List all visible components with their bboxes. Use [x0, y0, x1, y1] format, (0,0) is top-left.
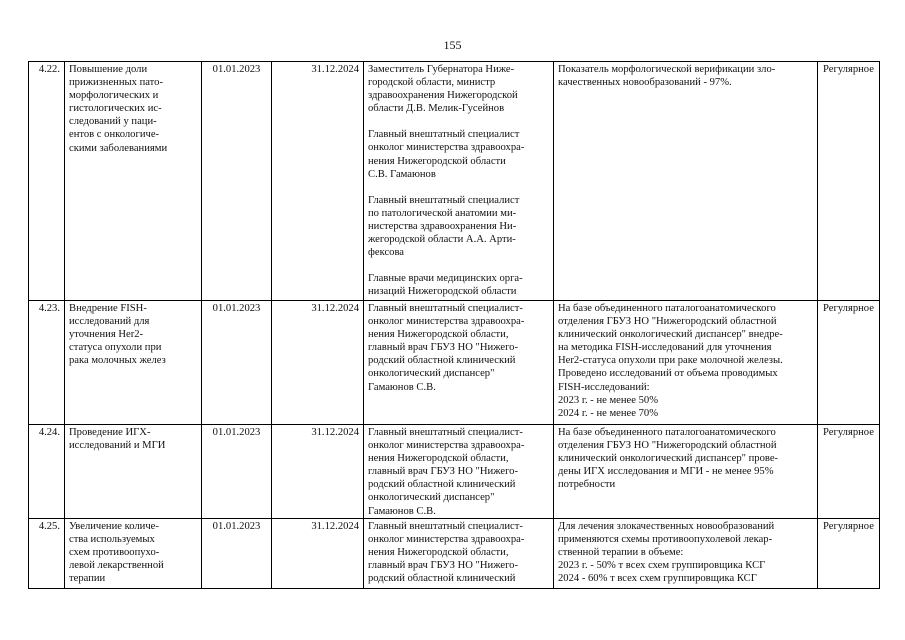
- result-line: Her2-статуса опухоли при раке молочной железы.: [558, 355, 783, 367]
- result-line: На базе объединенного паталогоанатомического: [558, 303, 776, 314]
- responsible-line: Заместитель Губернатора Ниже-: [368, 64, 515, 75]
- responsible-line: онколог министерства здравоохра-: [368, 316, 525, 328]
- result-line: качественных новообразований - 97%.: [558, 77, 732, 89]
- result-line: клинический онкологический диспансер" внедре-: [558, 329, 783, 341]
- responsible-line: Главный внештатный специалист-: [368, 521, 523, 532]
- measure-line: исследований и МГИ: [69, 440, 166, 452]
- responsible-line: Главный внештатный специалист: [368, 194, 520, 206]
- frequency-cell: Регулярное: [818, 519, 880, 589]
- result-line: отделения ГБУЗ НО "Нижегородский областной: [558, 316, 777, 328]
- result-line: применяются схемы противоопухолевой лекар-: [558, 534, 773, 546]
- measure-line: следований у паци-: [69, 116, 157, 128]
- result-line: 2024 г. - не менее 70%: [558, 407, 659, 419]
- result-cell: [554, 425, 818, 519]
- responsible-line: онколог министерства здравоохра-: [368, 534, 525, 546]
- responsible-line: главный врач ГБУЗ НО "Нижего-: [368, 466, 518, 478]
- table-row: [29, 425, 880, 519]
- row-number-cell: 4.25.: [29, 519, 65, 589]
- measure-cell: [65, 425, 202, 519]
- responsible-cell: [364, 519, 554, 589]
- measure-cell: [65, 301, 202, 425]
- responsible-line: главный врач ГБУЗ НО "Нижего-: [368, 342, 518, 354]
- frequency-cell: Регулярное: [818, 62, 880, 301]
- responsible-line: онколог министерства здравоохра-: [368, 440, 525, 452]
- responsible-line: родский областной клинический: [368, 479, 516, 491]
- measure-line: ства используемых: [69, 534, 155, 546]
- result-line: 2023 г. - 50% т всех схем группировщика КСГ: [558, 560, 766, 572]
- measure-line: схем противоопухо-: [69, 547, 160, 559]
- responsible-line: жегородской области А.А. Арти-: [368, 234, 516, 246]
- start-date-cell: 01.01.2023: [202, 519, 272, 589]
- result-line: 2023 г. - не менее 50%: [558, 394, 659, 406]
- responsible-line: нистерства здравоохранения Ни-: [368, 220, 517, 232]
- row-number-cell: 4.24.: [29, 425, 65, 519]
- responsible-line: здравоохранения Нижегородской: [368, 90, 518, 102]
- responsible-line: главный врач ГБУЗ НО "Нижего-: [368, 560, 518, 572]
- result-line: отделения ГБУЗ НО "Нижегородский областной: [558, 440, 777, 452]
- result-line: FISH-исследований:: [558, 381, 650, 393]
- measure-line: исследований для: [69, 316, 150, 328]
- end-date-cell: 31.12.2024: [272, 425, 364, 519]
- table-body: [29, 62, 880, 589]
- table-row: [29, 301, 880, 425]
- responsible-cell: [364, 62, 554, 301]
- end-date-cell: 31.12.2024: [272, 519, 364, 589]
- responsible-line: Гамаюнов С.В.: [368, 381, 436, 393]
- paragraph-gap: [368, 259, 549, 272]
- responsible-line: городской области, министр: [368, 77, 496, 89]
- result-line: На базе объединенного паталогоанатомического: [558, 427, 776, 438]
- end-date-cell: 31.12.2024: [272, 301, 364, 425]
- measure-line: левой лекарственной: [69, 560, 164, 572]
- measure-cell: [65, 62, 202, 301]
- frequency-cell: Регулярное: [818, 301, 880, 425]
- result-line: клинический онкологический диспансер" прове-: [558, 453, 779, 465]
- table-row: [29, 519, 880, 589]
- responsible-line: онколог министерства здравоохра-: [368, 142, 525, 154]
- result-line: дены ИГХ исследования и МГИ - не менее 95%: [558, 466, 774, 478]
- measure-line: Внедрение FISH-: [69, 303, 147, 314]
- measure-line: Увеличение количе-: [69, 521, 159, 532]
- start-date-cell: 01.01.2023: [202, 62, 272, 301]
- start-date-cell: 01.01.2023: [202, 425, 272, 519]
- row-number-cell: 4.22.: [29, 62, 65, 301]
- result-cell: [554, 301, 818, 425]
- responsible-line: онкологический диспансер": [368, 368, 495, 380]
- page-number: 155: [443, 38, 462, 52]
- table-row: [29, 62, 880, 301]
- responsible-line: нения Нижегородской области,: [368, 329, 509, 341]
- result-line: Показатель морфологической верификации зло-: [558, 64, 776, 75]
- responsible-line: области Д.В. Мелик-Гусейнов: [368, 103, 505, 115]
- result-cell: [554, 62, 818, 301]
- responsible-cell: [364, 425, 554, 519]
- result-line: 2024 - 60% т всех схем группировщика КСГ: [558, 573, 757, 585]
- result-line: Проведено исследований от объема проводимых: [558, 368, 778, 380]
- responsible-line: нения Нижегородской области: [368, 155, 506, 167]
- start-date-cell: 01.01.2023: [202, 301, 272, 425]
- responsible-line: по патологической анатомии ми-: [368, 207, 517, 219]
- responsible-line: онкологический диспансер": [368, 492, 495, 504]
- result-line: Для лечения злокачественных новообразований: [558, 521, 775, 532]
- responsible-line: С.В. Гамаюнов: [368, 168, 436, 180]
- responsible-line: фексова: [368, 247, 405, 259]
- responsible-line: Главные врачи медицинских орга-: [368, 273, 523, 285]
- measure-line: ентов с онкологиче-: [69, 129, 160, 141]
- responsible-line: Главный внештатный специалист-: [368, 427, 523, 438]
- measure-line: рака молочных желез: [69, 355, 166, 367]
- measure-line: Проведение ИГХ-: [69, 427, 151, 438]
- measure-line: морфологических и: [69, 90, 159, 102]
- paragraph-gap: [368, 115, 549, 128]
- result-cell: [554, 519, 818, 589]
- measure-line: терапии: [69, 573, 106, 585]
- responsible-line: родский областной клинический: [368, 573, 516, 585]
- measures-table: [28, 61, 880, 589]
- measure-line: гистологических ис-: [69, 103, 162, 115]
- responsible-line: родский областной клинический: [368, 355, 516, 367]
- measure-line: статуса опухоли при: [69, 342, 162, 354]
- measure-line: прижизненных пато-: [69, 77, 163, 89]
- result-line: потребности: [558, 479, 616, 491]
- result-line: на методика FISH-исследований для уточнения: [558, 342, 772, 354]
- measure-cell: [65, 519, 202, 589]
- responsible-line: Гамаюнов С.В.: [368, 505, 436, 517]
- responsible-line: Главный внештатный специалист-: [368, 303, 523, 314]
- responsible-cell: [364, 301, 554, 425]
- result-line: ственной терапии в объеме:: [558, 547, 684, 559]
- responsible-line: нения Нижегородской области,: [368, 453, 509, 465]
- measure-line: уточнения Her2-: [69, 329, 144, 341]
- row-number-cell: 4.23.: [29, 301, 65, 425]
- responsible-line: Главный внештатный специалист: [368, 129, 520, 141]
- measure-line: скими заболеваниями: [69, 142, 168, 154]
- responsible-line: нения Нижегородской области,: [368, 547, 509, 559]
- responsible-line: низаций Нижегородской области: [368, 286, 517, 298]
- measure-line: Повышение доли: [69, 64, 148, 75]
- end-date-cell: 31.12.2024: [272, 62, 364, 301]
- frequency-cell: Регулярное: [818, 425, 880, 519]
- paragraph-gap: [368, 181, 549, 194]
